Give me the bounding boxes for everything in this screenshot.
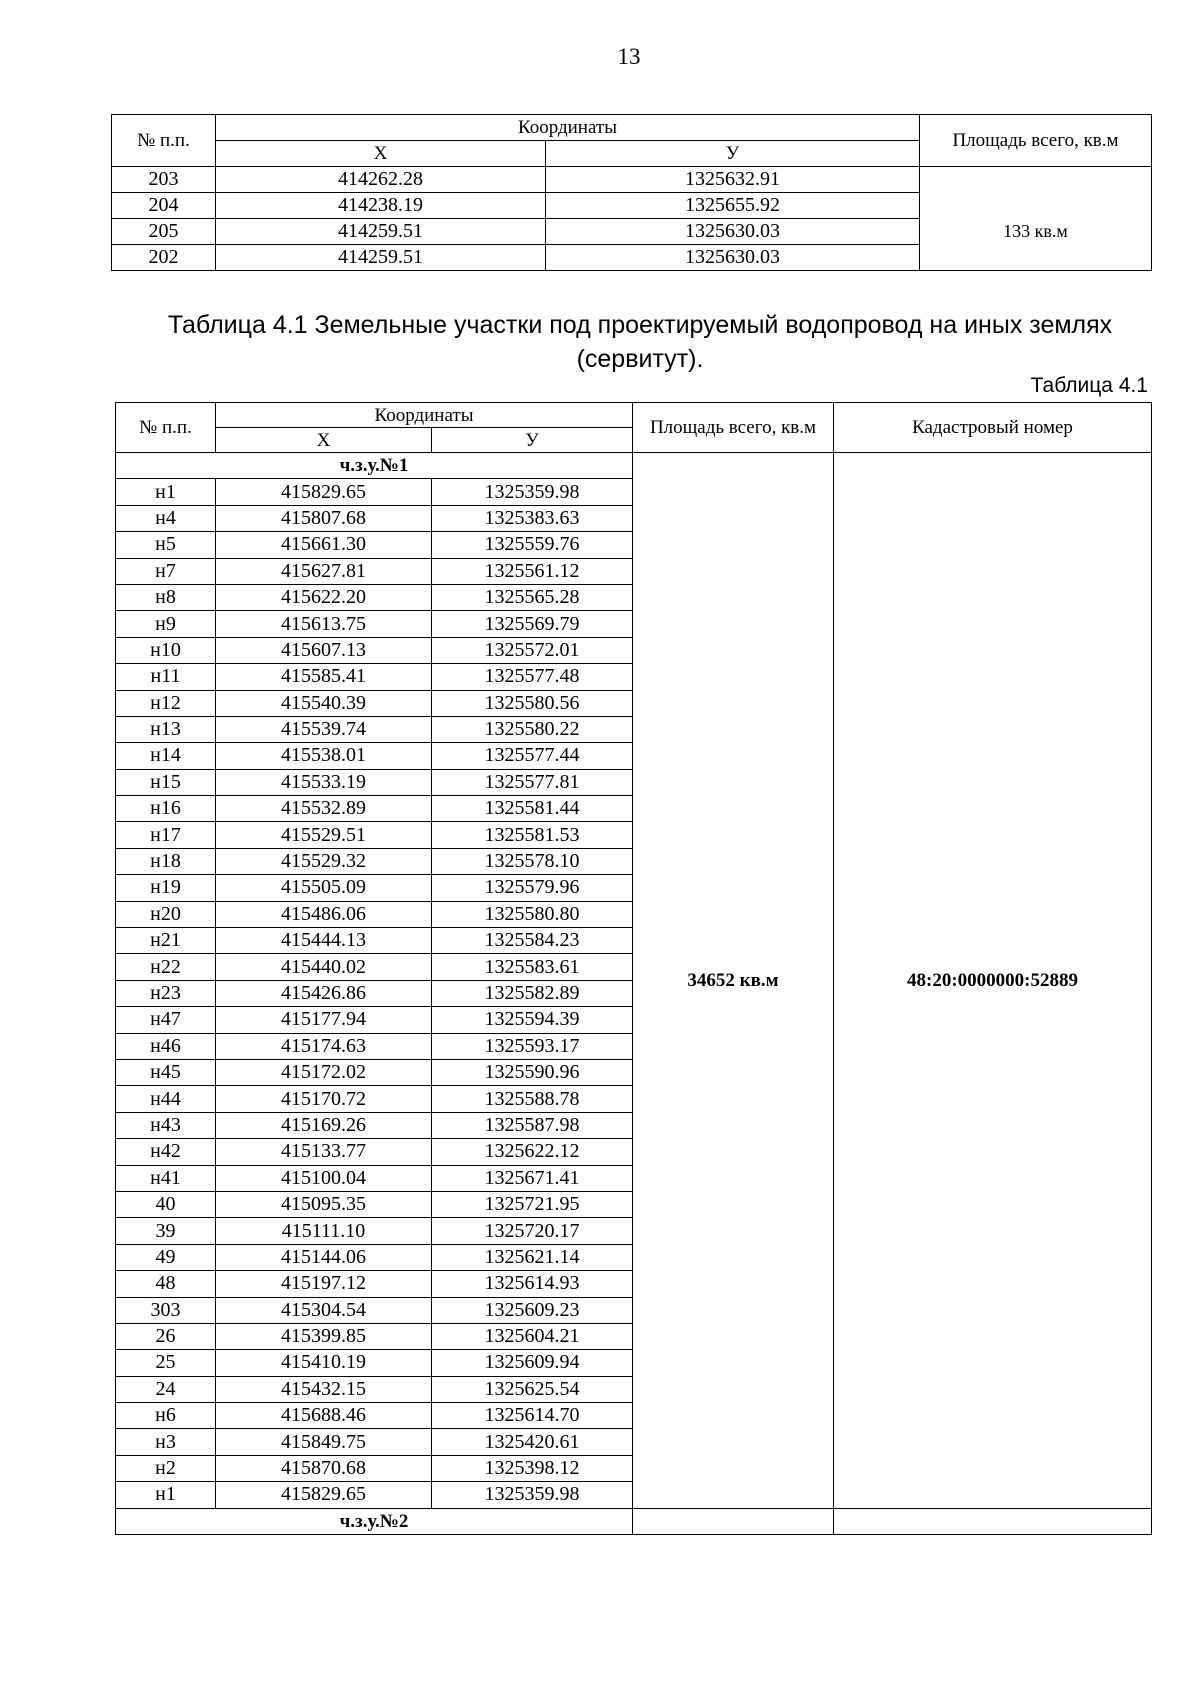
cadastral-number: 48:20:0000000:52889 [834,453,1152,1509]
cell-n: 49 [116,1244,216,1270]
cell-n: н4 [116,505,216,531]
cell-n: н47 [116,1007,216,1033]
cell-y: 1325359.98 [432,1482,633,1508]
cell-n: н23 [116,980,216,1006]
cell-x: 415505.09 [216,875,432,901]
cell-x: 414238.19 [216,193,546,219]
cell-n: н21 [116,928,216,954]
cell-y: 1325604.21 [432,1323,633,1349]
cell-n: н17 [116,822,216,848]
cell-x: 414262.28 [216,167,546,193]
cell-y: 1325720.17 [432,1218,633,1244]
cell-n: н20 [116,901,216,927]
cell-x: 415829.65 [216,479,432,505]
cell-x: 415807.68 [216,505,432,531]
cell-n: н45 [116,1059,216,1085]
cell-x: 415174.63 [216,1033,432,1059]
area-empty [920,167,1152,193]
cell-y: 1325579.96 [432,875,633,901]
cell-y: 1325671.41 [432,1165,633,1191]
cell-y: 1325721.95 [432,1191,633,1217]
empty-cell [633,1508,834,1534]
header-x: X [216,428,432,453]
cell-x: 415849.75 [216,1429,432,1455]
cell-y: 1325581.44 [432,796,633,822]
coordinates-table-main [115,402,1152,1535]
cell-x: 415622.20 [216,584,432,610]
cell-n: 203 [112,167,216,193]
cell-x: 415529.32 [216,848,432,874]
cell-n: н16 [116,796,216,822]
group-label: ч.з.у.№1 [116,453,633,479]
cell-n: н22 [116,954,216,980]
group-label: ч.з.у.№2 [116,1508,633,1534]
table-caption: Таблица 4.1 Земельные участки под проектируемый водопровод на иных землях (сервитут). [167,311,1113,373]
cell-y: 1325614.70 [432,1403,633,1429]
cell-x: 415486.06 [216,901,432,927]
cell-n: н46 [116,1033,216,1059]
cell-y: 1325614.93 [432,1271,633,1297]
cell-x: 414259.51 [216,245,546,271]
cell-y: 1325580.56 [432,690,633,716]
cell-x: 415399.85 [216,1323,432,1349]
cell-n: 205 [112,219,216,245]
cell-y: 1325632.91 [546,167,920,193]
cell-y: 1325580.80 [432,901,633,927]
cell-x: 415661.30 [216,532,432,558]
cell-x: 415529.51 [216,822,432,848]
cell-y: 1325420.61 [432,1429,633,1455]
coordinates-table-top [111,114,1152,271]
cell-y: 1325655.92 [546,193,920,219]
cell-x: 415432.15 [216,1376,432,1402]
cell-n: 25 [116,1350,216,1376]
header-y: У [546,141,920,167]
cell-n: н1 [116,479,216,505]
cell-y: 1325593.17 [432,1033,633,1059]
cell-y: 1325625.54 [432,1376,633,1402]
cell-n: н43 [116,1112,216,1138]
cell-x: 415829.65 [216,1482,432,1508]
header-x: X [216,141,546,167]
cell-n: 303 [116,1297,216,1323]
table-row [112,167,1152,193]
cell-y: 1325572.01 [432,637,633,663]
cell-n: н2 [116,1455,216,1481]
cell-x: 414259.51 [216,219,546,245]
page-number: 13 [617,44,641,69]
cell-y: 1325584.23 [432,928,633,954]
cell-x: 415197.12 [216,1271,432,1297]
cell-y: 1325580.22 [432,716,633,742]
empty-cell [834,1508,1152,1534]
area-value: 34652 кв.м [633,453,834,1509]
cell-y: 1325565.28 [432,584,633,610]
cell-n: н15 [116,769,216,795]
cell-x: 415444.13 [216,928,432,954]
cell-n: н12 [116,690,216,716]
cell-x: 415613.75 [216,611,432,637]
cell-n: н18 [116,848,216,874]
cell-y: 1325630.03 [546,219,920,245]
cell-y: 1325582.89 [432,980,633,1006]
cell-n: 24 [116,1376,216,1402]
cell-x: 415627.81 [216,558,432,584]
cell-n: н42 [116,1139,216,1165]
cell-n: н11 [116,664,216,690]
cell-x: 415585.41 [216,664,432,690]
header-coords: Координаты [216,403,633,428]
cell-n: н3 [116,1429,216,1455]
cell-y: 1325561.12 [432,558,633,584]
cell-x: 415133.77 [216,1139,432,1165]
cell-n: н44 [116,1086,216,1112]
cell-n: н5 [116,532,216,558]
header-num: № п.п. [112,115,216,167]
cell-n: н19 [116,875,216,901]
table-label: Таблица 4.1 [1030,374,1148,397]
cell-x: 415111.10 [216,1218,432,1244]
cell-x: 415688.46 [216,1403,432,1429]
header-area: Площадь всего, кв.м [633,403,834,453]
cell-y: 1325622.12 [432,1139,633,1165]
cell-n: 204 [112,193,216,219]
cell-y: 1325383.63 [432,505,633,531]
group-row [116,1508,1152,1534]
cell-x: 415539.74 [216,716,432,742]
cell-n: н6 [116,1403,216,1429]
cell-y: 1325578.10 [432,848,633,874]
header-coords: Координаты [216,115,920,141]
area-value: 133 кв.м [920,193,1152,271]
cell-y: 1325583.61 [432,954,633,980]
cell-y: 1325359.98 [432,479,633,505]
cell-x: 415177.94 [216,1007,432,1033]
table-main-body [116,453,1152,1535]
cell-n: н14 [116,743,216,769]
cell-n: 26 [116,1323,216,1349]
cell-x: 415870.68 [216,1455,432,1481]
cell-y: 1325594.39 [432,1007,633,1033]
cell-y: 1325559.76 [432,532,633,558]
cell-n: 39 [116,1218,216,1244]
cell-n: н13 [116,716,216,742]
cell-y: 1325577.44 [432,743,633,769]
cell-x: 415100.04 [216,1165,432,1191]
cell-y: 1325590.96 [432,1059,633,1085]
header-num: № п.п. [116,403,216,453]
cell-x: 415533.19 [216,769,432,795]
cell-x: 415095.35 [216,1191,432,1217]
cell-x: 415144.06 [216,1244,432,1270]
cell-x: 415538.01 [216,743,432,769]
cell-x: 415410.19 [216,1350,432,1376]
cell-y: 1325577.81 [432,769,633,795]
cell-n: н7 [116,558,216,584]
cell-x: 415170.72 [216,1086,432,1112]
cell-n: н1 [116,1482,216,1508]
cell-n: н8 [116,584,216,610]
cell-x: 415607.13 [216,637,432,663]
cell-y: 1325569.79 [432,611,633,637]
cell-y: 1325621.14 [432,1244,633,1270]
header-area: Площадь всего, кв.м [920,115,1152,167]
header-y: У [432,428,633,453]
cell-n: 202 [112,245,216,271]
cell-n: н9 [116,611,216,637]
cell-n: н10 [116,637,216,663]
cell-x: 415304.54 [216,1297,432,1323]
table-top-body [112,167,1152,271]
cell-y: 1325609.23 [432,1297,633,1323]
cell-x: 415172.02 [216,1059,432,1085]
cell-x: 415440.02 [216,954,432,980]
cell-y: 1325581.53 [432,822,633,848]
group-row [116,453,1152,479]
cell-y: 1325588.78 [432,1086,633,1112]
cell-x: 415540.39 [216,690,432,716]
cell-x: 415532.89 [216,796,432,822]
cell-n: н41 [116,1165,216,1191]
cell-n: 40 [116,1191,216,1217]
cell-y: 1325577.48 [432,664,633,690]
cell-x: 415169.26 [216,1112,432,1138]
header-cadastral: Кадастровый номер [834,403,1152,453]
cell-y: 1325609.94 [432,1350,633,1376]
table-row [112,193,1152,219]
cell-y: 1325630.03 [546,245,920,271]
cell-y: 1325587.98 [432,1112,633,1138]
cell-y: 1325398.12 [432,1455,633,1481]
cell-n: 48 [116,1271,216,1297]
cell-x: 415426.86 [216,980,432,1006]
